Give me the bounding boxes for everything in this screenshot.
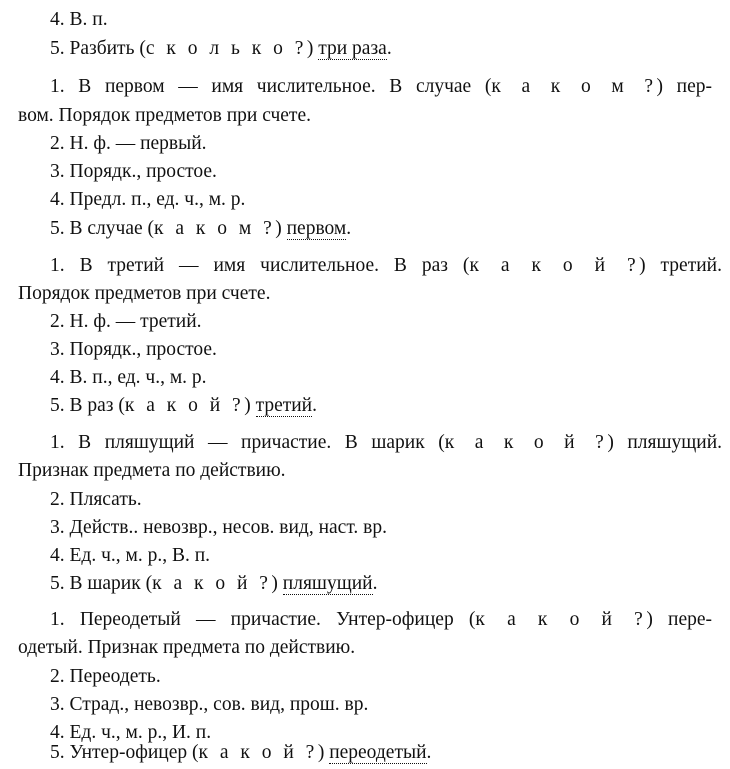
text: 4. В. п. <box>50 9 108 30</box>
question: к а к о й ? <box>152 573 272 594</box>
line-answer <box>0 34 392 64</box>
line-case <box>0 185 245 215</box>
line-category <box>0 513 387 543</box>
text: 1. В третий — имя числительное. В раз ( <box>50 255 470 276</box>
text: ) <box>306 38 319 59</box>
underlined-word: переодетый <box>329 742 427 763</box>
line-initial-form <box>0 129 207 159</box>
text: . <box>426 742 432 763</box>
text: 1. В первом — имя числительное. В случае ( <box>50 76 492 97</box>
question: к а к о м ? <box>154 218 276 239</box>
text: 5. Разбить ( <box>50 38 146 59</box>
text: ) пер- <box>656 76 712 97</box>
text: одетый. Признак предмета по действию. <box>18 637 356 658</box>
paragraph-start <box>0 72 712 102</box>
text: ) пляшущий. <box>607 432 722 453</box>
text: вом. Порядок предметов при счете. <box>18 105 311 126</box>
question: к а к о й ? <box>444 432 608 453</box>
text: 3. Порядк., простое. <box>50 339 217 360</box>
line-answer <box>0 569 377 599</box>
text: ) третий. <box>639 255 722 276</box>
paragraph-cont <box>0 456 286 486</box>
underlined-word: первом <box>286 218 347 239</box>
question: к а к о й ? <box>475 609 647 630</box>
text: . <box>372 573 378 594</box>
underlined-word: три раза <box>318 38 387 59</box>
text: 5. В случае ( <box>50 218 155 239</box>
text: 4. В. п., ед. ч., м. р. <box>50 367 207 388</box>
underlined-word: пляшущий <box>282 573 373 594</box>
text: Порядок предметов при счете. <box>18 283 271 304</box>
text: 5. В раз ( <box>50 395 125 416</box>
text: 1. В пляшущий — причастие. В шарик ( <box>50 432 445 453</box>
text: 5. В шарик ( <box>50 573 153 594</box>
question: к а к о м ? <box>491 76 657 97</box>
text: 5. Унтер-офицер ( <box>50 742 199 763</box>
line-answer <box>0 738 431 768</box>
paragraph-start <box>0 605 712 635</box>
text: 2. Плясать. <box>50 489 142 510</box>
line-answer <box>0 391 317 421</box>
question: с к о л ь к о ? <box>145 38 307 59</box>
text: ) <box>271 573 283 594</box>
underlined-word: третий <box>255 395 313 416</box>
line-case <box>0 363 207 393</box>
line-case <box>0 541 210 571</box>
text: ) <box>317 742 330 763</box>
text: 2. Переодеть. <box>50 666 161 687</box>
text: 3. Страд., невозвр., сов. вид, прош. вр. <box>50 694 369 715</box>
paragraph-start <box>0 428 722 458</box>
text: 4. Ед. ч., м. р., И. п. <box>50 722 212 743</box>
text: 4. Предл. п., ед. ч., м. р. <box>50 189 246 210</box>
text: . <box>386 38 392 59</box>
text: ) пере- <box>646 609 713 630</box>
text: . <box>312 395 317 416</box>
line-initial-form <box>0 485 142 515</box>
line-initial-form <box>0 307 202 337</box>
line-initial-form <box>0 662 161 692</box>
text: 3. Порядк., простое. <box>50 161 217 182</box>
text: 2. Н. ф. — первый. <box>50 133 207 154</box>
line-category <box>0 690 368 720</box>
line-answer <box>0 214 351 244</box>
text: ) <box>275 218 287 239</box>
line-case <box>0 5 108 35</box>
line-category <box>0 335 217 365</box>
text: . <box>346 218 352 239</box>
question: к а к о й ? <box>124 395 245 416</box>
text: 2. Н. ф. — третий. <box>50 311 202 332</box>
paragraph-cont <box>0 633 355 663</box>
question: к а к о й ? <box>469 255 640 276</box>
paragraph-cont <box>0 279 270 309</box>
text: ) <box>244 395 256 416</box>
text: 3. Действ.. невозвр., несов. вид, наст. вр. <box>50 517 387 538</box>
paragraph-cont <box>0 101 311 131</box>
text: 4. Ед. ч., м. р., В. п. <box>50 545 211 566</box>
paragraph-start <box>0 251 722 281</box>
text: Признак предмета по действию. <box>18 460 286 481</box>
question: к а к о й ? <box>198 742 318 763</box>
text: 1. Переодетый — причастие. Унтер-офицер ( <box>50 609 476 630</box>
line-category <box>0 157 217 187</box>
